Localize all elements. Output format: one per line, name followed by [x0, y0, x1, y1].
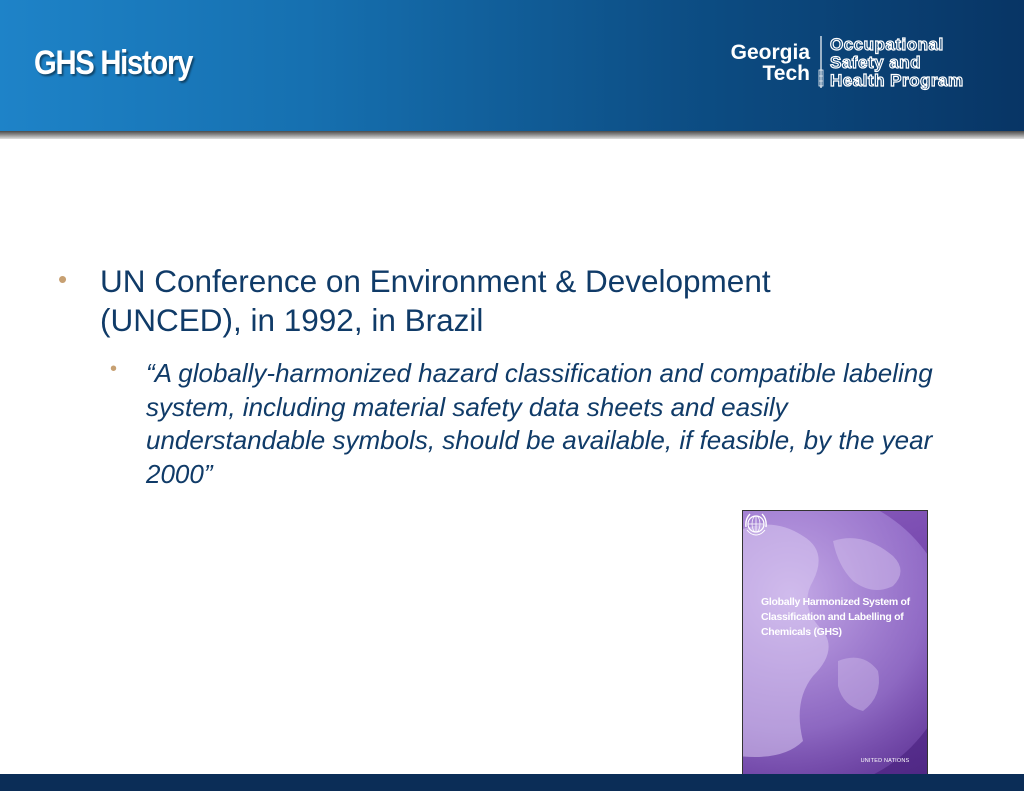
book-publisher: UNITED NATIONS [860, 758, 910, 764]
slide-title: GHS History [34, 44, 193, 82]
ghs-book-cover [742, 510, 928, 782]
un-emblem-icon [743, 511, 769, 537]
sub-bullet-dot: • [110, 358, 118, 380]
logo-divider-icon [817, 36, 825, 88]
globe-illustration [743, 511, 928, 782]
footer-bar [0, 774, 1024, 791]
bullet-quote-text: “A globally-harmonized hazard classification and compatible labeling system, including material safety data sheets and easily understandable symbols, should be available, if feasible, by the year 2000” [146, 358, 933, 489]
oshp-program-logo [830, 36, 964, 90]
header-bar [0, 0, 1024, 131]
header-shadow [0, 131, 1024, 139]
logo-line-tech: Tech [762, 62, 810, 85]
georgia-tech-logo [704, 42, 810, 84]
program-line-3: Health Program [830, 71, 964, 90]
bullet-unced-text: UN Conference on Environment & Development (UNCED), in 1992, in Brazil [100, 263, 771, 338]
logo-line-georgia: Georgia [730, 41, 810, 64]
program-line-2: Safety and [830, 53, 921, 72]
bullet-dot: • [58, 264, 68, 294]
program-line-1: Occupational [830, 35, 944, 54]
book-title: Globally Harmonized System of Classification and Labelling of Chemicals (GHS) [761, 596, 910, 638]
